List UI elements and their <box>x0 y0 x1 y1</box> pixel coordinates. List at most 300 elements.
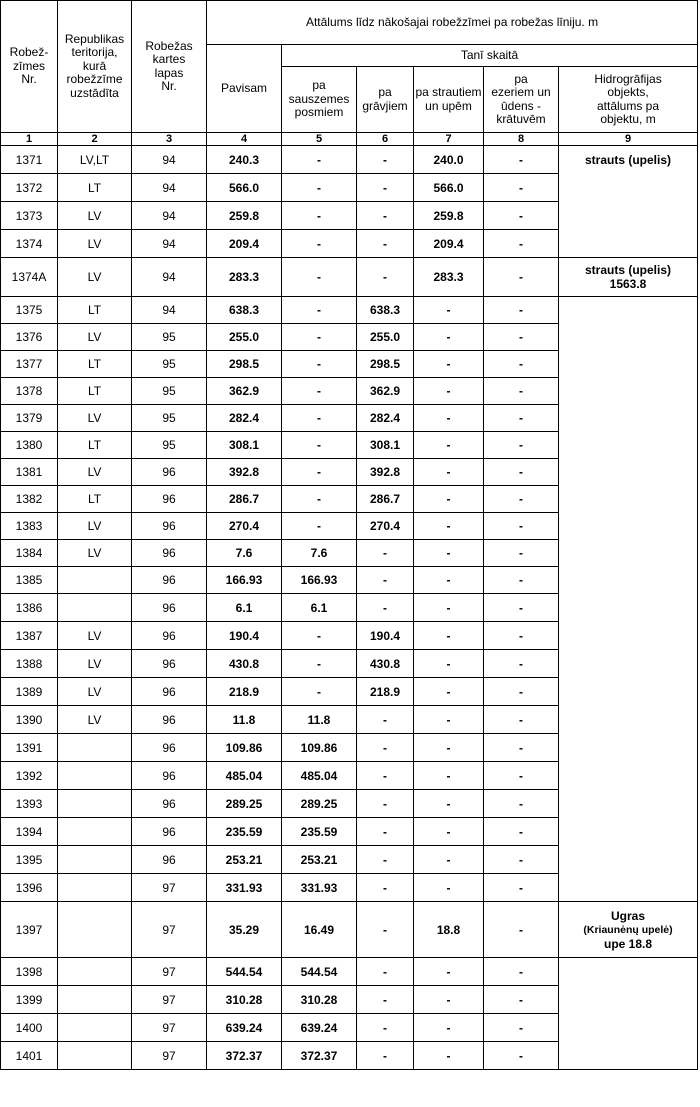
cell-ditch: - <box>357 818 414 846</box>
cell-total: 166.93 <box>207 567 282 594</box>
cell-ditch: 255.0 <box>357 324 414 351</box>
cell-sheet: 97 <box>132 958 207 986</box>
cell-stream: - <box>414 567 484 594</box>
cell-terr: LV <box>58 650 132 678</box>
cell-land: 11.8 <box>282 706 357 734</box>
cell-land: - <box>282 378 357 405</box>
column-number: 9 <box>559 133 698 146</box>
cell-stream: - <box>414 678 484 706</box>
cell-sheet: 96 <box>132 678 207 706</box>
cell-ditch: - <box>357 734 414 762</box>
cell-land: 109.86 <box>282 734 357 762</box>
header-line: ūdens - <box>500 98 542 113</box>
cell-terr <box>58 790 132 818</box>
cell-stream: - <box>414 459 484 486</box>
cell-nr: 1390 <box>1 706 58 734</box>
hydro-object-line: 1563.8 <box>609 277 647 291</box>
header-line: pa <box>378 85 392 99</box>
cell-lake: - <box>484 1042 559 1070</box>
cell-lake: - <box>484 432 559 459</box>
cell-stream: - <box>414 324 484 351</box>
cell-sheet: 96 <box>132 459 207 486</box>
cell-terr: LV <box>58 678 132 706</box>
cell-land: - <box>282 405 357 432</box>
cell-terr: LV <box>58 230 132 258</box>
cell-ditch: - <box>357 146 414 174</box>
cell-sheet: 96 <box>132 790 207 818</box>
cell-lake: - <box>484 706 559 734</box>
cell-lake: - <box>484 762 559 790</box>
cell-sheet: 95 <box>132 324 207 351</box>
cell-nr: 1373 <box>1 202 58 230</box>
cell-total: 298.5 <box>207 351 282 378</box>
cell-sheet: 94 <box>132 146 207 174</box>
cell-sheet: 96 <box>132 734 207 762</box>
cell-nr: 1382 <box>1 486 58 513</box>
cell-terr <box>58 1014 132 1042</box>
cell-ditch: - <box>357 1042 414 1070</box>
cell-ditch: - <box>357 1014 414 1042</box>
cell-sheet: 96 <box>132 486 207 513</box>
column-number: 1 <box>1 133 58 146</box>
cell-land: 7.6 <box>282 540 357 567</box>
cell-sheet: 95 <box>132 405 207 432</box>
cell-ditch: - <box>357 706 414 734</box>
cell-nr: 1380 <box>1 432 58 459</box>
cell-nr: 1379 <box>1 405 58 432</box>
cell-total: 190.4 <box>207 622 282 650</box>
cell-total: 639.24 <box>207 1014 282 1042</box>
cell-nr: 1399 <box>1 986 58 1014</box>
cell-terr: LT <box>58 486 132 513</box>
column-number: 5 <box>282 133 357 146</box>
column-number: 2 <box>58 133 132 146</box>
cell-lake: - <box>484 594 559 622</box>
cell-stream: 259.8 <box>414 202 484 230</box>
cell-ditch: - <box>357 567 414 594</box>
cell-land: - <box>282 258 357 297</box>
cell-ditch: - <box>357 258 414 297</box>
header-streams <box>414 67 484 133</box>
column-number: 8 <box>484 133 559 146</box>
header-line: Nr. <box>21 72 37 87</box>
column-number: 4 <box>207 133 282 146</box>
header-line: uzstādīta <box>70 85 119 100</box>
cell-sheet: 96 <box>132 513 207 540</box>
cell-nr: 1393 <box>1 790 58 818</box>
header-line: Robežas <box>145 38 193 53</box>
cell-lake: - <box>484 540 559 567</box>
cell-lake: - <box>484 958 559 986</box>
cell-nr: 1375 <box>1 297 58 324</box>
hydro-object-cell <box>559 258 698 297</box>
cell-stream: - <box>414 1042 484 1070</box>
table-row <box>1 258 698 297</box>
cell-terr: LV <box>58 202 132 230</box>
cell-stream: - <box>414 986 484 1014</box>
cell-land: - <box>282 324 357 351</box>
header-ditches <box>357 67 414 133</box>
cell-sheet: 96 <box>132 650 207 678</box>
cell-total: 430.8 <box>207 650 282 678</box>
cell-stream: 566.0 <box>414 174 484 202</box>
cell-land: - <box>282 678 357 706</box>
cell-terr <box>58 594 132 622</box>
cell-nr: 1392 <box>1 762 58 790</box>
cell-ditch: 362.9 <box>357 378 414 405</box>
cell-ditch: - <box>357 790 414 818</box>
cell-terr: LT <box>58 351 132 378</box>
cell-terr <box>58 818 132 846</box>
header-line: un upēm <box>425 98 472 113</box>
cell-land: 16.49 <box>282 902 357 958</box>
cell-terr: LT <box>58 297 132 324</box>
cell-total: 308.1 <box>207 432 282 459</box>
cell-stream: - <box>414 790 484 818</box>
cell-land: 485.04 <box>282 762 357 790</box>
cell-terr <box>58 1042 132 1070</box>
cell-sheet: 95 <box>132 378 207 405</box>
cell-sheet: 97 <box>132 1014 207 1042</box>
cell-nr: 1388 <box>1 650 58 678</box>
cell-ditch: 190.4 <box>357 622 414 650</box>
cell-total: 392.8 <box>207 459 282 486</box>
header-line: zīmes <box>12 58 45 73</box>
cell-total: 310.28 <box>207 986 282 1014</box>
cell-terr: LT <box>58 174 132 202</box>
header-line: attālums pa <box>596 98 660 113</box>
cell-land: - <box>282 146 357 174</box>
cell-nr: 1374A <box>1 258 58 297</box>
header-line: pa <box>312 78 326 93</box>
cell-lake: - <box>484 258 559 297</box>
header-line: pa <box>514 71 528 86</box>
cell-terr: LV <box>58 405 132 432</box>
cell-terr <box>58 734 132 762</box>
cell-sheet: 96 <box>132 706 207 734</box>
cell-stream: 240.0 <box>414 146 484 174</box>
cell-ditch: 308.1 <box>357 432 414 459</box>
cell-land: - <box>282 432 357 459</box>
cell-nr: 1372 <box>1 174 58 202</box>
cell-land: 166.93 <box>282 567 357 594</box>
cell-lake: - <box>484 174 559 202</box>
cell-lake: - <box>484 146 559 174</box>
cell-lake: - <box>484 734 559 762</box>
cell-nr: 1385 <box>1 567 58 594</box>
header-line: sauszemes <box>288 91 350 106</box>
cell-nr: 1387 <box>1 622 58 650</box>
cell-total: 286.7 <box>207 486 282 513</box>
cell-sheet: 95 <box>132 351 207 378</box>
cell-lake: - <box>484 846 559 874</box>
cell-total: 282.4 <box>207 405 282 432</box>
cell-terr: LV <box>58 258 132 297</box>
cell-total: 253.21 <box>207 846 282 874</box>
cell-terr <box>58 567 132 594</box>
cell-stream: - <box>414 297 484 324</box>
cell-nr: 1391 <box>1 734 58 762</box>
cell-total: 289.25 <box>207 790 282 818</box>
header-marker-nr <box>1 1 58 133</box>
cell-nr: 1386 <box>1 594 58 622</box>
cell-ditch: - <box>357 230 414 258</box>
cell-stream: 18.8 <box>414 902 484 958</box>
header-land <box>282 67 357 133</box>
column-number: 7 <box>414 133 484 146</box>
cell-lake: - <box>484 513 559 540</box>
header-line: robežzīme <box>66 72 123 87</box>
header-lakes <box>484 67 559 133</box>
cell-stream: - <box>414 650 484 678</box>
cell-sheet: 96 <box>132 818 207 846</box>
cell-stream: - <box>414 958 484 986</box>
cell-terr <box>58 902 132 958</box>
cell-stream: - <box>414 706 484 734</box>
cell-nr: 1395 <box>1 846 58 874</box>
cell-nr: 1396 <box>1 874 58 902</box>
cell-nr: 1371 <box>1 146 58 174</box>
cell-sheet: 97 <box>132 986 207 1014</box>
cell-lake: - <box>484 1014 559 1042</box>
cell-sheet: 96 <box>132 846 207 874</box>
cell-total: 259.8 <box>207 202 282 230</box>
hydro-object-line: Ugras <box>611 908 646 923</box>
cell-sheet: 97 <box>132 1042 207 1070</box>
header-line: Nr. <box>161 79 177 93</box>
cell-land: - <box>282 202 357 230</box>
cell-stream: - <box>414 513 484 540</box>
cell-ditch: - <box>357 958 414 986</box>
header-total: Pavisam <box>207 45 282 133</box>
hydro-object-line: upe 18.8 <box>603 936 653 951</box>
cell-total: 638.3 <box>207 297 282 324</box>
cell-sheet: 96 <box>132 567 207 594</box>
cell-ditch: - <box>357 594 414 622</box>
hydro-object-line: strauts (upelis) <box>585 263 672 277</box>
column-number: 6 <box>357 133 414 146</box>
cell-nr: 1383 <box>1 513 58 540</box>
hydro-object-line: (Kriaunėnų upelė) <box>583 923 673 936</box>
cell-stream: - <box>414 1014 484 1042</box>
cell-sheet: 96 <box>132 762 207 790</box>
cell-terr: LV <box>58 513 132 540</box>
cell-nr: 1400 <box>1 1014 58 1042</box>
table-row <box>1 958 698 986</box>
cell-terr <box>58 958 132 986</box>
header-distance-group: Attālums līdz nākošajai robežzīmei pa robežas līniju. m <box>207 1 698 45</box>
cell-ditch: - <box>357 846 414 874</box>
header-line: lapas <box>154 65 184 80</box>
cell-total: 209.4 <box>207 230 282 258</box>
header-line: Republikas <box>64 31 125 46</box>
cell-nr: 1376 <box>1 324 58 351</box>
cell-land: - <box>282 486 357 513</box>
cell-ditch: - <box>357 762 414 790</box>
cell-lake: - <box>484 378 559 405</box>
cell-ditch: - <box>357 902 414 958</box>
cell-terr: LT <box>58 378 132 405</box>
cell-lake: - <box>484 622 559 650</box>
cell-ditch: - <box>357 174 414 202</box>
header-line: grāvjiem <box>362 98 408 113</box>
cell-sheet: 95 <box>132 432 207 459</box>
header-line: teritorija, <box>71 45 118 60</box>
column-number: 3 <box>132 133 207 146</box>
cell-total: 255.0 <box>207 324 282 351</box>
cell-lake: - <box>484 324 559 351</box>
cell-nr: 1381 <box>1 459 58 486</box>
cell-ditch: 282.4 <box>357 405 414 432</box>
cell-ditch: 270.4 <box>357 513 414 540</box>
cell-sheet: 94 <box>132 258 207 297</box>
cell-stream: 283.3 <box>414 258 484 297</box>
cell-total: 11.8 <box>207 706 282 734</box>
cell-total: 544.54 <box>207 958 282 986</box>
cell-sheet: 97 <box>132 902 207 958</box>
cell-total: 566.0 <box>207 174 282 202</box>
cell-ditch: - <box>357 874 414 902</box>
cell-stream: 209.4 <box>414 230 484 258</box>
cell-land: 372.37 <box>282 1042 357 1070</box>
cell-nr: 1384 <box>1 540 58 567</box>
cell-land: - <box>282 622 357 650</box>
cell-land: - <box>282 230 357 258</box>
cell-lake: - <box>484 486 559 513</box>
cell-land: - <box>282 297 357 324</box>
cell-terr: LV <box>58 540 132 567</box>
cell-land: - <box>282 351 357 378</box>
cell-lake: - <box>484 818 559 846</box>
cell-stream: - <box>414 734 484 762</box>
header-line: posmiem <box>294 105 344 120</box>
cell-sheet: 97 <box>132 874 207 902</box>
cell-stream: - <box>414 874 484 902</box>
table-row <box>1 146 698 174</box>
cell-nr: 1398 <box>1 958 58 986</box>
cell-total: 485.04 <box>207 762 282 790</box>
cell-ditch: 218.9 <box>357 678 414 706</box>
cell-sheet: 94 <box>132 230 207 258</box>
cell-stream: - <box>414 540 484 567</box>
header-line: Robež- <box>9 45 49 60</box>
cell-stream: - <box>414 378 484 405</box>
cell-total: 35.29 <box>207 902 282 958</box>
cell-ditch: 298.5 <box>357 351 414 378</box>
hydro-object-cell <box>559 902 698 958</box>
cell-land: 331.93 <box>282 874 357 902</box>
cell-lake: - <box>484 678 559 706</box>
header-map-sheet <box>132 1 207 133</box>
cell-total: 6.1 <box>207 594 282 622</box>
cell-nr: 1377 <box>1 351 58 378</box>
cell-sheet: 94 <box>132 202 207 230</box>
cell-lake: - <box>484 230 559 258</box>
cell-land: 6.1 <box>282 594 357 622</box>
cell-land: 253.21 <box>282 846 357 874</box>
cell-ditch: - <box>357 986 414 1014</box>
cell-total: 331.93 <box>207 874 282 902</box>
cell-land: 235.59 <box>282 818 357 846</box>
header-line: ezeriem un <box>491 85 551 99</box>
cell-terr: LV <box>58 459 132 486</box>
cell-stream: - <box>414 762 484 790</box>
cell-lake: - <box>484 202 559 230</box>
cell-total: 109.86 <box>207 734 282 762</box>
cell-lake: - <box>484 790 559 818</box>
cell-ditch: 638.3 <box>357 297 414 324</box>
cell-lake: - <box>484 986 559 1014</box>
cell-total: 235.59 <box>207 818 282 846</box>
header-line: kurā <box>82 58 107 73</box>
header-line: objekts, <box>607 85 649 99</box>
cell-sheet: 94 <box>132 297 207 324</box>
cell-terr <box>58 874 132 902</box>
cell-nr: 1374 <box>1 230 58 258</box>
header-line: Hidrogrāfijas <box>594 71 662 86</box>
cell-stream: - <box>414 486 484 513</box>
header-line: pa strautiem <box>415 85 482 99</box>
cell-nr: 1389 <box>1 678 58 706</box>
cell-stream: - <box>414 846 484 874</box>
cell-terr <box>58 986 132 1014</box>
cell-lake: - <box>484 902 559 958</box>
header-line: kartes <box>152 52 186 66</box>
cell-sheet: 96 <box>132 540 207 567</box>
cell-total: 283.3 <box>207 258 282 297</box>
cell-lake: - <box>484 874 559 902</box>
cell-terr <box>58 846 132 874</box>
cell-nr: 1378 <box>1 378 58 405</box>
table-row <box>1 902 698 958</box>
cell-total: 240.3 <box>207 146 282 174</box>
cell-total: 362.9 <box>207 378 282 405</box>
cell-land: - <box>282 650 357 678</box>
cell-ditch: 392.8 <box>357 459 414 486</box>
cell-terr: LV <box>58 324 132 351</box>
cell-ditch: - <box>357 540 414 567</box>
cell-lake: - <box>484 297 559 324</box>
header-territory <box>58 1 132 133</box>
header-including: Tanī skaitā <box>282 45 698 67</box>
cell-nr: 1397 <box>1 902 58 958</box>
cell-sheet: 96 <box>132 594 207 622</box>
cell-stream: - <box>414 622 484 650</box>
cell-stream: - <box>414 432 484 459</box>
cell-total: 218.9 <box>207 678 282 706</box>
cell-stream: - <box>414 594 484 622</box>
cell-total: 372.37 <box>207 1042 282 1070</box>
cell-terr: LV <box>58 622 132 650</box>
cell-land: - <box>282 174 357 202</box>
hydro-object-cell: strauts (upelis) <box>559 146 698 258</box>
cell-ditch: 430.8 <box>357 650 414 678</box>
cell-ditch: - <box>357 202 414 230</box>
cell-land: 639.24 <box>282 1014 357 1042</box>
cell-sheet: 96 <box>132 622 207 650</box>
cell-land: 289.25 <box>282 790 357 818</box>
cell-lake: - <box>484 459 559 486</box>
cell-total: 270.4 <box>207 513 282 540</box>
cell-lake: - <box>484 567 559 594</box>
table-row <box>1 297 698 324</box>
cell-terr: LV,LT <box>58 146 132 174</box>
cell-land: 310.28 <box>282 986 357 1014</box>
cell-nr: 1394 <box>1 818 58 846</box>
cell-lake: - <box>484 650 559 678</box>
cell-land: - <box>282 459 357 486</box>
cell-stream: - <box>414 818 484 846</box>
